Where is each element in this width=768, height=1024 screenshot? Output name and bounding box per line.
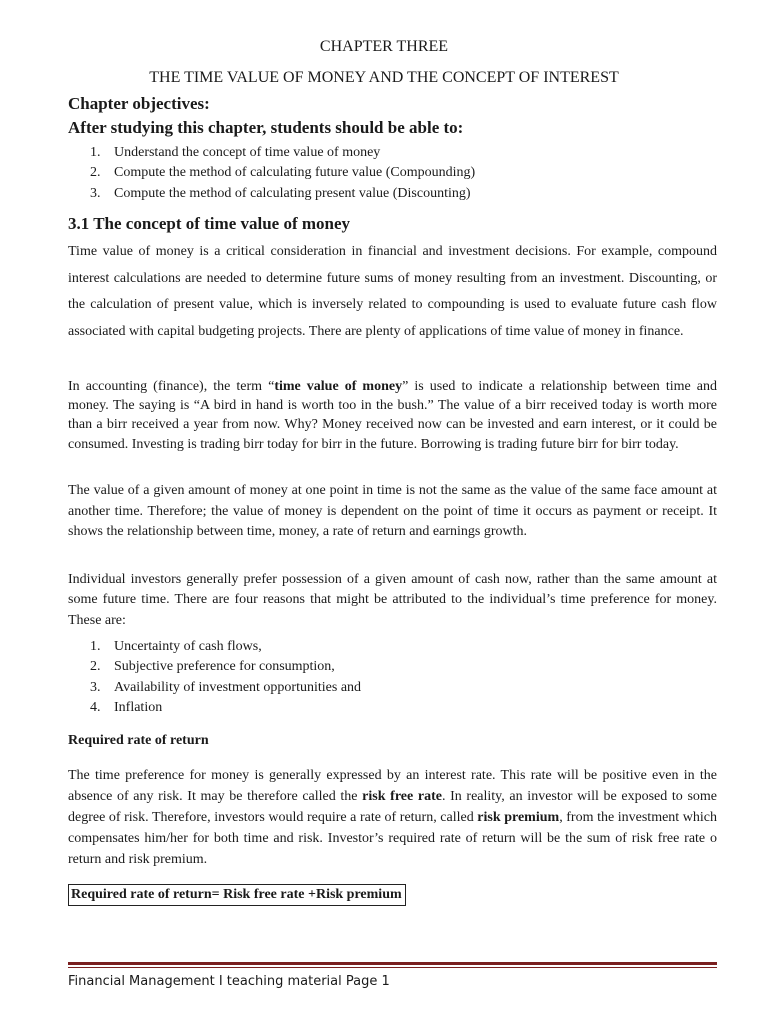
paragraph-text: The time preference for money is generally expressed by an interest rate. This rate will be positive even in the absence of any risk. It may be therefore called the bbox=[68, 768, 717, 804]
list-item-text: Understand the concept of time value of money bbox=[114, 145, 381, 160]
paragraph-definition bbox=[68, 377, 717, 454]
paragraph-text: . In reality, an investor will be exposed to some degree of risk. Therefore, investors would require a rate of return, called bbox=[68, 788, 717, 825]
bold-term: risk premium bbox=[477, 809, 560, 825]
paragraph-intro: Time value of money is a critical consideration in financial and investment decisions. For example, compound interest calculations are needed to determine future sums of money resulting from an investment. Discounting, or the calculation of present value, which is inversely related to compounding is used to evaluate future cash flow associated with capital budgeting projects. There are plenty of applications of time value of money in finance. bbox=[68, 244, 717, 339]
paragraph-text: In accounting (finance), the term “ bbox=[68, 379, 275, 394]
list-item bbox=[68, 163, 708, 183]
objectives-list bbox=[68, 143, 708, 204]
objectives-heading: Chapter objectives: bbox=[68, 94, 210, 113]
formula-box: Required rate of return= Risk free rate +Risk premium bbox=[68, 884, 406, 906]
paragraph-text: ” is used to indicate a relationship between time and money. The saying is “A bird in hand is worth too in the bush.” The value of a birr received today is worth more than a birr received a year from now. Why? Money received now can be invested and earn interest, or it could be consumed. Investing is trading birr today for birr in the future. Borrowing is trading future birr for birr today. bbox=[68, 379, 717, 452]
paragraph-text: , from the investment which compensates him/her for both time and risk. Investor’s required rate of return will be the sum of risk free rate o return and risk premium. bbox=[68, 809, 717, 867]
footer-divider bbox=[68, 962, 717, 965]
list-item-text: Uncertainty of cash flows, bbox=[114, 639, 262, 654]
footer-divider-thin bbox=[68, 967, 717, 968]
list-number: 1. bbox=[90, 639, 101, 654]
list-item bbox=[68, 143, 708, 163]
bold-term: risk free rate bbox=[362, 788, 442, 804]
list-item bbox=[68, 637, 708, 657]
list-item-text: Subjective preference for consumption, bbox=[114, 659, 335, 675]
list-item-text: Compute the method of calculating present value (Discounting) bbox=[114, 185, 471, 201]
list-item bbox=[68, 184, 708, 204]
list-item-text: Compute the method of calculating future value (Compounding) bbox=[114, 165, 476, 181]
chapter-title: THE TIME VALUE OF MONEY AND THE CONCEPT OF INTEREST bbox=[149, 69, 619, 86]
list-number: 2. bbox=[90, 659, 101, 675]
list-item-text: Inflation bbox=[114, 699, 163, 715]
list-item bbox=[68, 678, 708, 698]
chapter-label: CHAPTER THREE bbox=[319, 38, 449, 55]
list-item bbox=[68, 698, 708, 718]
list-number: 3. bbox=[90, 185, 101, 201]
objectives-intro: After studying this chapter, students should be able to: bbox=[68, 118, 464, 137]
list-item-text: Availability of investment opportunities and bbox=[114, 679, 362, 695]
page-footer: Financial Management I teaching material Page 1 bbox=[68, 974, 390, 989]
list-number: 4. bbox=[90, 699, 101, 715]
list-number: 2. bbox=[90, 165, 101, 181]
paragraph-preference: Individual investors generally prefer possession of a given amount of cash now, rather than the same amount at some future time. There are four reasons that might be attributed to the individual’s time preference for money. These are: bbox=[68, 572, 717, 628]
section-heading: 3.1 The concept of time value of money bbox=[68, 214, 351, 233]
list-number: 1. bbox=[90, 145, 101, 160]
list-item bbox=[68, 657, 708, 677]
reasons-list bbox=[68, 637, 708, 718]
paragraph-required-return bbox=[68, 766, 717, 871]
bold-term: time value of money bbox=[274, 379, 403, 394]
subsection-heading: Required rate of return bbox=[68, 733, 209, 748]
list-number: 3. bbox=[90, 679, 101, 695]
paragraph-value-of-money: The value of a given amount of money at one point in time is not the same as the value of the same face amount at another time. Therefore; the value of money is dependent on the point of time it occurs as payment or receipt. It shows the relationship between time, money, a rate of return and earnings growth. bbox=[68, 483, 717, 540]
